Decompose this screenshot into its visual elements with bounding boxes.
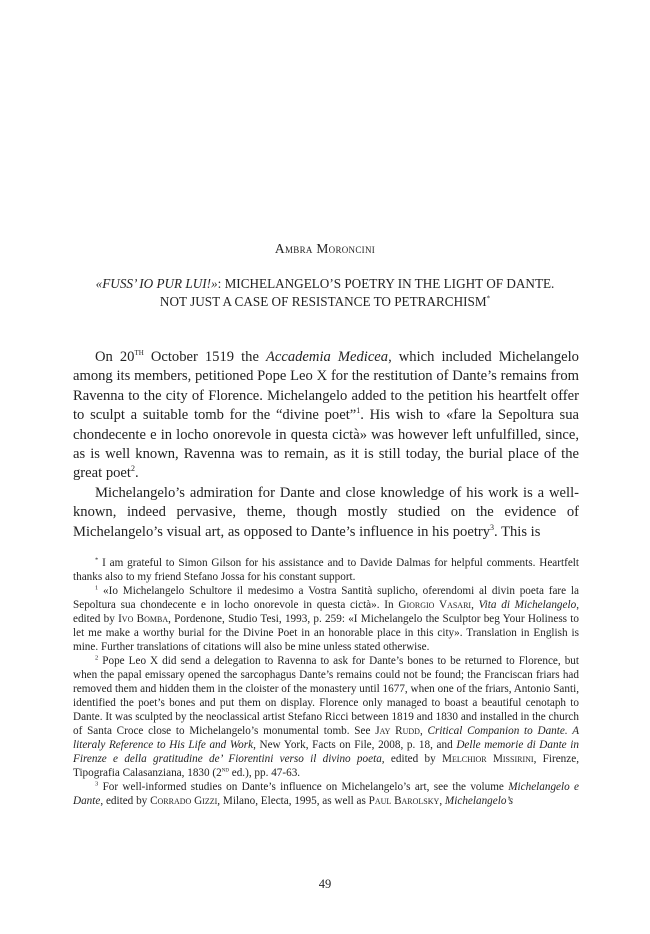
footnote-ref-1[interactable]: 1 [356,406,361,416]
footnote-3 [73,780,579,808]
fn3-gizzi: Corrado Gizzi [150,795,218,807]
fn2-rudd: Jay Rudd [375,725,420,737]
fn2-memorie: Delle memorie di Dante in Firenze e della gratitudine de’ Fiorentini verso il divino poeta, [73,739,579,765]
fn2-text-d: edited by [384,753,443,765]
fn1-text-a: «Io Michelangelo Schultore il medesimo a Vostra Santità suplicho, oferendomi al divin poeta fare la Sepoltura sua chondecente e in locho onorevole in questa cictà». In [73,585,579,611]
footnote-2-mark: 2 [95,654,99,662]
footnote-star [73,556,579,584]
body-text [73,348,579,542]
p2-text-a: Michelangelo’s admiration for Dante and close knowledge of his work is a well-known, indeed pervasive, theme, though mostly studied on the evidence of Michelangelo’s visual art, as opposed to Dante’s influence in his poetry [73,484,579,540]
p2-text-b: . This is [494,523,541,540]
footnote-ref-3[interactable]: 3 [490,522,495,532]
footnote-2 [73,654,579,780]
fn1-vita: Vita di Michelangelo [478,599,577,611]
fn2-ordinal-suffix: nd [221,766,229,774]
fn1-bomba: Ivo Bomba [118,613,169,625]
fn2-text-c: , New York, Facts on File, 2008, p. 18, and [253,739,457,751]
fn2-text-e: , Firenze, Tipografia Calasanziana, 1830 (2 [73,753,580,779]
footnote-1-mark: 1 [95,584,99,592]
p1-text-b: October 1519 the [143,349,266,365]
fn3-michelangelo-e-dante: Michelangelo e Dante [73,781,579,807]
p1-text-a: On 20 [95,349,135,365]
fn3-michelangelos: Michelangelo’s [444,795,514,807]
p1-text-c: , which included Michelangelo among its members, petitioned Pope Leo X for the restitution of Dante’s remains from Ravenna to the city of Florence. Michelangelo added to the petition his heartfelt offer to sculpt a suitable tomb for the “divine poet” [73,349,579,424]
fn2-text-a: Pope Leo X did send a delegation to Ravenna to ask for Dante’s bones to be returned to Florence, but when the papal emissary opened the sarcophagus Dante’s remains could not be found; the Franciscan friars had removed them and hidden them in the cloister of the monastery until 1677, when one of the friars, Antonio Santi, identified the poet’s bones and put them on display. Florence only managed to boast a beautiful cenotaph to Dante. It was sculpted by the neoclassical artist Stefano Ricci between 1819 and 1830 and installed in the church of Santa Croce close to Michelangelo’s monumental tomb. See [73,655,579,737]
paragraph-2 [73,484,579,542]
article-title [60,275,590,311]
paragraph-1 [73,348,579,484]
page-number: 49 [318,877,332,891]
fn1-text-c: , edited by [73,599,579,625]
fn2-missirini: Melchior Missirini [442,753,534,765]
fn2-critical-companion: Critical Companion to Dante. A literaly Reference to His Life and Work [73,725,580,751]
fn3-text-a: For well-informed studies on Dante’s influence on Michelangelo’s art, see the volume [98,781,509,793]
fn3-text-d: , [439,795,445,807]
fn1-text-b: , [471,599,479,611]
title-note-mark: * [486,294,491,303]
fn2-text-b: , [419,725,428,737]
fn3-text-c: , Milano, Electa, 1995, as well as [217,795,369,807]
footnotes [73,556,579,808]
title-line2: NOT JUST A CASE OF RESISTANCE TO PETRARCHISM [159,294,487,309]
p1-accademia: Accademia Medicea [265,349,389,365]
p1-text-e: . [134,465,139,482]
p1-text-d: . His wish to «fare la Sepoltura sua chondecente e in locho onorevole in questa cictà» was however left unfulfilled, since, as is well known, Ravenna was to remain, as it is still today, the burial place of the great poet [73,407,579,482]
title-line1-rest: : MICHELANGELO’S POETRY IN THE LIGHT OF DANTE. [217,276,555,291]
footnote-3-mark: 3 [95,780,99,788]
fn3-text-b: , edited by [100,795,151,807]
fn1-vasari: Giorgio Vasari [398,599,472,611]
title-quote: «FUSS’ IO PUR LUI!» [95,276,218,291]
p1-ordinal-suffix: th [134,347,144,359]
footnote-star-text: I am grateful to Simon Gilson for his assistance and to Davide Dalmas for helpful comments. Heartfelt thanks also to my friend Stefano Jossa for his constant support. [73,557,579,583]
footnote-1 [73,584,579,654]
footnote-star-mark: * [95,556,99,564]
fn3-barolsky: Paul Barolsky [368,795,440,807]
fn2-text-f: ed.), pp. 47-63. [228,767,301,779]
author-name: Ambra Moroncini [274,241,376,256]
footnote-ref-2[interactable]: 2 [130,464,135,474]
fn1-text-d: , Pordenone, Studio Tesi, 1993, p. 259: «I Michelangelo the Sculptor beg Your Holiness to let me make a worthy burial for the Divine Poet in an honorable place in this city». Translation in English is mine. Further translations of citations will also be mine unless stated otherwise. [73,613,580,653]
